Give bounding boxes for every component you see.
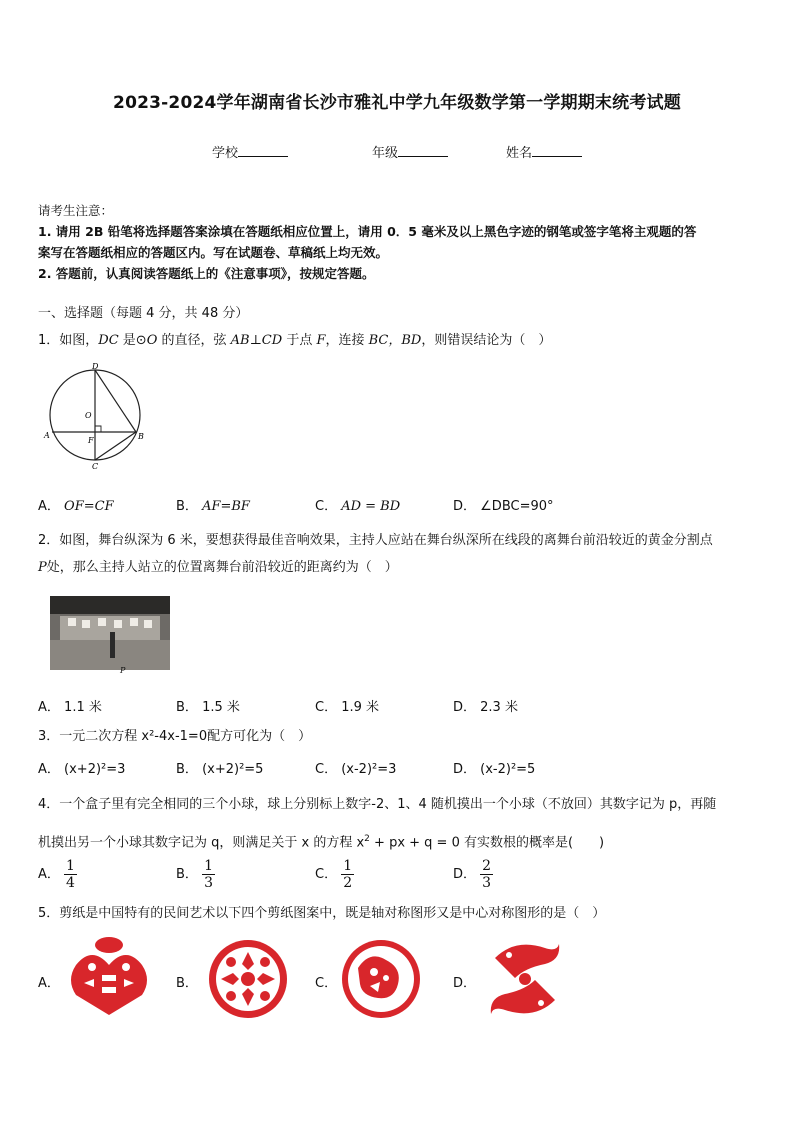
q1-option-a[interactable]: A． OF=CF [38,499,114,514]
label-c: C [92,462,99,471]
papercut-round-symmetric [207,938,289,1020]
q4-option-c[interactable]: C． $\frac{1}{2}$ [315,858,353,891]
q3-option-c[interactable]: C． (x-2)²=3 [315,762,397,777]
notice-heading: 请考生注意： [38,203,114,218]
school-field[interactable] [212,142,288,161]
q3-option-d[interactable]: D． (x-2)²=5 [453,762,536,777]
papercut-round-floral [340,938,422,1020]
grade-field[interactable] [372,142,448,161]
question-5: 5．剪纸是中国特有的民间艺术以下四个剪纸图案中，既是轴对称图形又是中心对称图形的是（ ） [38,906,606,921]
label-d: D [92,362,99,371]
grade-label: 年级 [372,146,399,161]
q3-option-b[interactable]: B． (x+2)²=5 [176,762,264,777]
q1-option-b[interactable]: B． AF=BF [176,499,250,514]
q2-option-a[interactable]: A． 1.1 米 [38,700,102,715]
q2-option-d[interactable]: D． 2.3 米 [453,700,518,715]
stage-photo [50,596,170,674]
page-title: 2023-2024学年湖南省长沙市雅礼中学九年级数学第一学期期末统考试题 [113,93,681,113]
notice-item-1: 1. 请用 2B 铅笔将选择题答案涂填在答题纸相应位置上，请用 0．5 毫米及以上黑色字迹的钢笔或签字笔将主观题的答 [38,224,697,239]
q1-option-d[interactable]: D． ∠DBC=90° [453,499,554,514]
section-heading: 一、选择题（每题 4 分，共 48 分） [38,306,249,321]
q5-option-c[interactable]: C． [315,976,338,991]
q3-option-a[interactable]: A． (x+2)²=3 [38,762,126,777]
notice-block [38,200,760,284]
label-b: B [138,432,144,441]
label-f: F [88,436,94,445]
q4-option-d[interactable]: D． $\frac{2}{3}$ [453,858,492,891]
label-o: O [85,411,92,420]
papercut-twin-fish [485,938,565,1020]
q2-option-c[interactable]: C． 1.9 米 [315,700,380,715]
photo-label-p: P [120,666,126,674]
circle-figure [40,362,155,472]
school-label: 学校 [212,146,239,161]
q2-option-b[interactable]: B． 1.5 米 [176,700,240,715]
name-label: 姓名 [506,146,533,161]
label-a: A [44,431,50,440]
q5-option-b[interactable]: B． [176,976,198,991]
notice-item-1-cont: 案写在答题纸相应的答题区内。写在试题卷、草稿纸上均无效。 [38,245,389,260]
notice-item-2: 2. 答题前，认真阅读答题纸上的《注意事项》，按规定答题。 [38,266,375,281]
q4-option-a[interactable]: A． $\frac{1}{4}$ [38,858,75,891]
question-2: 2．如图，舞台纵深为 6 米，要想获得最佳音响效果，主持人应站在舞台纵深所在线段的离舞台前沿较近的黄金分割点 P处，那么主持人站立的位置离舞台前沿较近的距离约为（ ） [38,533,713,575]
papercut-fish-pair [62,935,157,1020]
question-1: 1．如图，DC 是⊙O 的直径，弦 AB⊥CD 于点 F，连接 BC，BD，则错误结论为（ ） [38,333,552,348]
question-4: 4．一个盒子里有完全相同的三个小球，球上分别标上数字-2、1、4 随机摸出一个小球（不放回）其数字记为 p，再随 机摸出另一个小球其数字记为 q，则满足关于 x 的方程 $x^2$ + px + q = 0 有实数根的概率是( ) [38,797,717,851]
q5-option-a[interactable]: A． [38,976,60,991]
q5-option-d[interactable]: D． [453,976,477,991]
q1-option-c[interactable]: C． AD = BD [315,499,401,514]
name-field[interactable] [506,142,582,161]
q4-option-b[interactable]: B． $\frac{1}{3}$ [176,858,213,891]
question-3: 3．一元二次方程 x²-4x-1=0配方可化为（ ） [38,729,312,744]
